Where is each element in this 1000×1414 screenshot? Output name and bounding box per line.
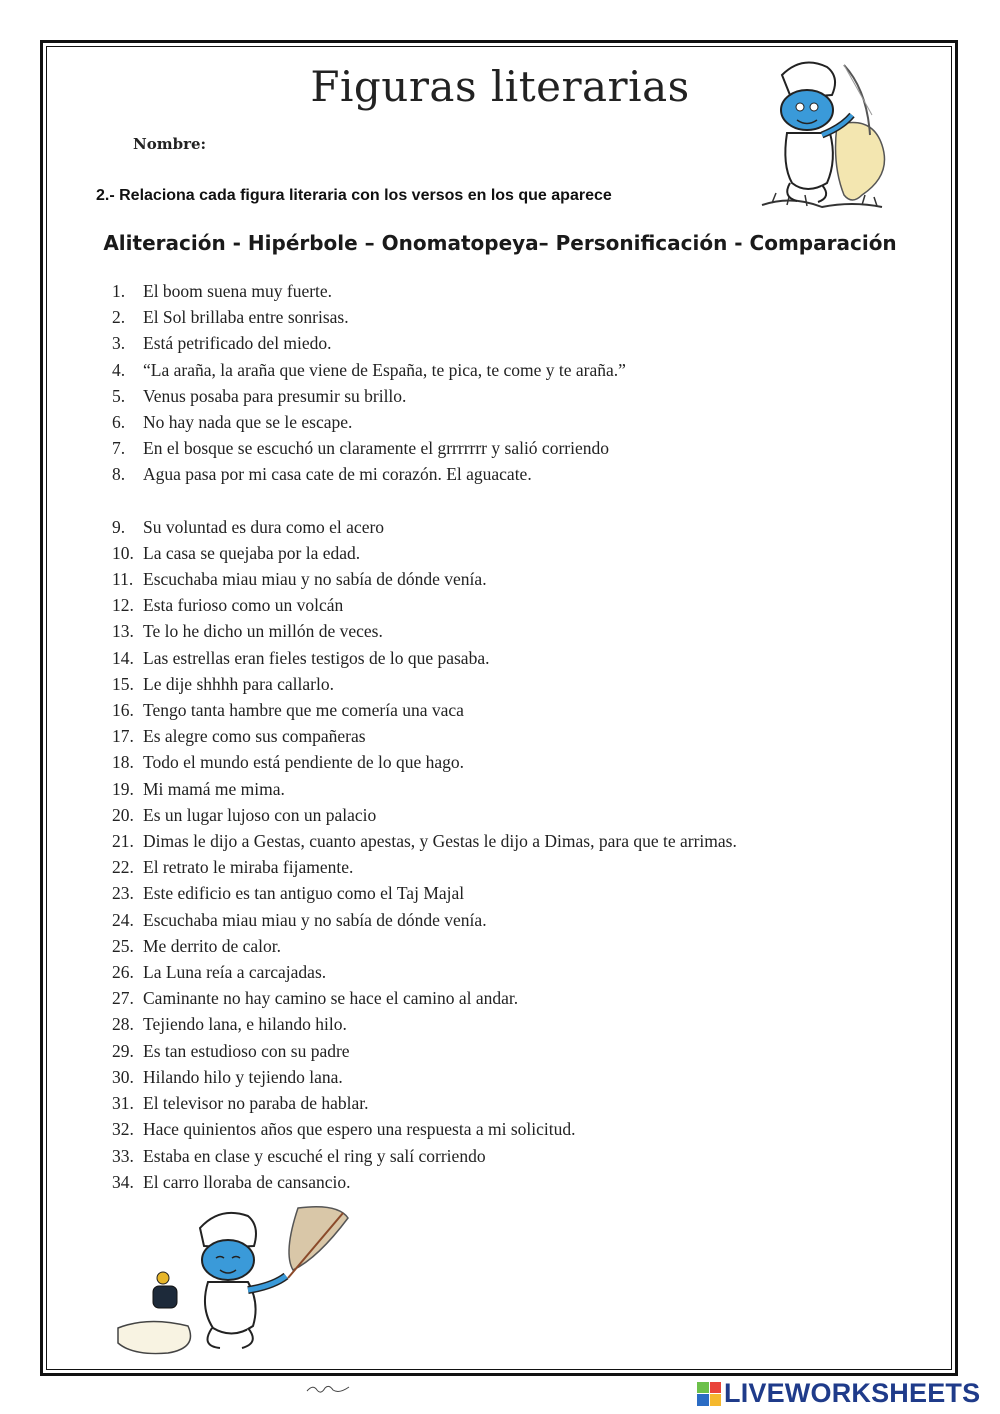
verses-list [112,278,737,1195]
verse-item [112,330,737,356]
verse-text: El boom suena muy fuerte. [143,281,333,301]
verse-number: 10. [112,542,134,563]
verse-item [112,880,737,906]
verse-item [112,540,737,566]
verse-text: Esta furioso como un volcán [143,595,344,616]
verse-text: Tengo tanta hambre que me comería una vaca [143,700,464,721]
verse-number: 32. [112,1119,134,1140]
verse-text: Su voluntad es dura como el acero [143,516,385,537]
verse-item [112,959,737,985]
verse-item [112,828,737,854]
page-title: Figuras literarias [310,62,690,111]
verse-number: 33. [112,1145,134,1166]
verse-item [112,409,737,435]
verse-text: Tejiendo lana, e hilando hilo. [143,1014,347,1035]
verse-text: Escuchaba miau miau y no sabía de dónde venía. [143,569,487,590]
signature-icon [305,1382,351,1396]
verse-text: La Luna reía a carcajadas. [143,962,327,983]
verse-text: Dimas le dijo a Gestas, cuanto apestas, y Gestas le dijo a Dimas, para que te arrimas. [143,831,737,852]
verse-number: 6. [112,412,126,433]
verse-item [112,435,737,461]
verse-item [112,1169,737,1195]
verse-text: En el bosque se escuchó un claramente el grrrrrrr y salió corriendo [143,438,609,459]
verse-text: Es alegre como sus compañeras [143,726,366,747]
verse-number: 13. [112,621,134,642]
verse-text: Es tan estudioso con su padre [143,1040,350,1061]
figures-heading: Aliteración - Hipérbole – Onomatopeya– Personificación - Comparación [103,231,897,255]
verse-item [112,802,737,828]
verse-number: 21. [112,831,134,852]
verse-item [112,776,737,802]
verse-number: 20. [112,804,134,825]
verse-number: 23. [112,883,134,904]
verse-number: 16. [112,700,134,721]
verse-text: Venus posaba para presumir su brillo. [143,385,407,406]
instruction-text: 2.- Relaciona cada figura literaria con los versos en los que aparece [96,187,612,204]
logo-square-yellow [710,1394,722,1406]
verse-number: 22. [112,857,134,878]
smurf-writing-with-quill-icon [108,1198,358,1358]
verse-number: 4. [112,359,126,380]
verse-item [112,618,737,644]
verse-number: 1. [112,281,126,301]
verse-item [112,1064,737,1090]
verse-text: Le dije shhhh para callarlo. [143,673,334,694]
verse-item [112,671,737,697]
verse-item [112,1038,737,1064]
verse-text: Está petrificado del miedo. [143,333,332,354]
verse-number: 30. [112,1066,134,1087]
verse-text: Las estrellas eran fieles testigos de lo que pasaba. [143,647,490,668]
verse-item [112,907,737,933]
verse-text: Todo el mundo está pendiente de lo que hago. [143,752,464,773]
verse-number: 34. [112,1171,134,1192]
verse-number: 2. [112,307,126,328]
liveworksheets-logo-icon [697,1382,721,1406]
verse-text: Hilando hilo y tejiendo lana. [143,1066,343,1087]
verse-number: 12. [112,595,134,616]
liveworksheets-brand [697,1378,980,1409]
verse-text: Escuchaba miau miau y no sabía de dónde venía. [143,909,487,930]
verse-item [112,383,737,409]
verse-number: 8. [112,464,126,485]
verse-number: 14. [112,647,134,668]
verse-item [112,697,737,723]
verse-text: Caminante no hay camino se hace el camino al andar. [143,988,519,1009]
verse-item [112,749,737,775]
logo-square-green [697,1382,709,1394]
verse-number: 31. [112,1093,134,1114]
name-label: Nombre: [133,135,207,153]
verse-text: Estaba en clase y escuché el ring y salí corriendo [143,1145,486,1166]
verse-item [112,1143,737,1169]
verse-item [112,933,737,959]
verse-text: El retrato le miraba fijamente. [143,857,354,878]
verse-item [112,1116,737,1142]
verse-number: 5. [112,385,126,406]
verse-number: 26. [112,962,134,983]
verse-number: 19. [112,778,134,799]
verse-item [112,723,737,749]
verse-text: “La araña, la araña que viene de España, te pica, te come y te araña.” [143,359,626,380]
verse-number: 25. [112,935,134,956]
verse-item [112,514,737,540]
verse-text: El televisor no paraba de hablar. [143,1093,369,1114]
smurf-with-bow-icon [752,55,902,215]
verse-item [112,566,737,592]
verse-item [112,278,737,304]
verse-number: 11. [112,569,134,590]
verse-text: No hay nada que se le escape. [143,412,353,433]
logo-square-red [710,1382,722,1394]
verse-item [112,645,737,671]
verse-number: 9. [112,516,126,537]
verse-item [112,1011,737,1037]
verse-number: 29. [112,1040,134,1061]
verse-text: Me derrito de calor. [143,935,282,956]
verse-text: Es un lugar lujoso con un palacio [143,804,377,825]
verse-text: Este edificio es tan antiguo como el Taj Majal [143,883,465,904]
liveworksheets-text: LIVEWORKSHEETS [724,1378,981,1408]
verse-text: Te lo he dicho un millón de veces. [143,621,383,642]
verse-text: Hace quinientos años que espero una respuesta a mi solicitud. [143,1119,576,1140]
verse-number: 18. [112,752,134,773]
verse-text: Agua pasa por mi casa cate de mi corazón. El aguacate. [143,464,532,485]
verse-number: 15. [112,673,134,694]
verse-number: 3. [112,333,126,354]
verse-item [112,304,737,330]
verse-item [112,1090,737,1116]
verse-item [112,854,737,880]
verse-number: 7. [112,438,126,459]
verse-number: 27. [112,988,134,1009]
verse-number: 17. [112,726,134,747]
verse-item [112,357,737,383]
verse-text: Mi mamá me mima. [143,778,285,799]
verse-number: 28. [112,1014,134,1035]
verse-text: La casa se quejaba por la edad. [143,542,361,563]
verse-item [112,461,737,487]
verse-number: 24. [112,909,134,930]
verse-text: El Sol brillaba entre sonrisas. [143,307,349,328]
logo-square-blue [697,1394,709,1406]
verse-item [112,985,737,1011]
verse-text: El carro lloraba de cansancio. [143,1171,351,1192]
verse-item [112,592,737,618]
